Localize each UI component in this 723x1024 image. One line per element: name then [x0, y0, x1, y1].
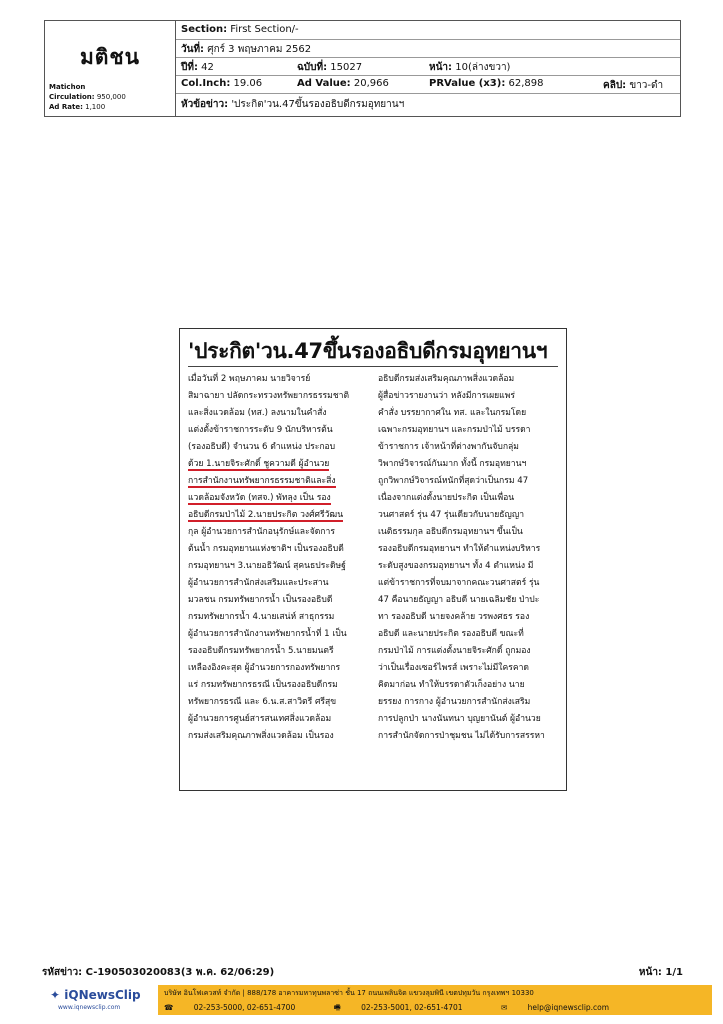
headline-rule: [188, 366, 558, 367]
article-line: รองอธิบดีกรมอุทยานฯ ทำให้ตำแหน่งบริหาร: [378, 544, 541, 554]
article-line: กุล ผู้อำนวยการสำนักอนุรักษ์และจัดการ: [188, 527, 335, 537]
article-line: เฉพาะกรมอุทยานฯ และกรมป่าไม้ บรรดา: [378, 425, 531, 435]
article-line: ทรัพยากรธรณี และ 6.น.ส.สาวิตรี ศรีสุข: [188, 697, 337, 707]
article-line: รองอธิบดีกรมทรัพยากรน้ำ 5.นายมนตรี: [188, 646, 334, 656]
article-headline: 'ประกิต'วน.47ขึ้นรองอธิบดีกรมอุทยานฯ: [188, 339, 548, 363]
clip-label: คลิป:: [603, 80, 627, 91]
fax: [334, 1003, 481, 1012]
date-label: วันที่:: [181, 44, 205, 55]
iqnewsclip-logo: [40, 985, 150, 1015]
article-line: คิดมาก่อน ทำให้บรรดาตัวเก็งอย่าง นาย: [378, 680, 525, 690]
article-line: การปลูกป่า นางนันทนา บุญยานันต์ ผู้อำนวย: [378, 714, 541, 724]
article-line: ต้นน้ำ กรมอุทยานแห่งชาติฯ เป็นรองอธิบดี: [188, 544, 344, 554]
header-rule: [176, 39, 680, 40]
colinch-row: [181, 78, 262, 89]
clip-value: ขาว-ดำ: [629, 80, 664, 91]
highlighted-text: ด้วย 1.นายจิระศักดิ์ ชูความดี ผู้อำนวย: [188, 459, 330, 469]
section-value: First Section/-: [230, 24, 299, 35]
prvalue-row: [429, 78, 544, 89]
company-address: บริษัท อินโฟเควสท์ จำกัด | 888/178 อาคารมหาทุนพลาซ่า ชั้น 17 ถนนเพลินจิต แขวงลุมพินี เขตปทุมวัน กรุงเทพฯ 10330: [164, 989, 534, 997]
article-line: [188, 473, 370, 490]
advalue-value: 20,966: [353, 78, 389, 89]
advalue-label: Ad Value:: [297, 78, 351, 89]
brand-url: www.iqnewsclip.com: [58, 1004, 121, 1011]
page-label: หน้า:: [429, 62, 453, 73]
page-count: [639, 965, 683, 980]
article-line: [188, 507, 370, 524]
article-line: ว่าเป็นเรื่องเซอร์ไพรส์ เพราะไม่มีใครคาด: [378, 663, 529, 673]
page-count-label: หน้า:: [638, 967, 662, 978]
article-line: การสำนักจัดการป่าชุมชน ไม่ได้รับการสรรหา: [378, 731, 545, 741]
ad-rate: [49, 103, 105, 111]
prvalue-label: PRValue (x3):: [429, 78, 506, 89]
article-column-left: [188, 371, 370, 745]
article-line: ถูกวิพากษ์วิจารณ์หนักที่สุดว่าเป็นกรม 47: [378, 476, 529, 486]
article-line: แร่ กรมทรัพยากรธรณี เป็นรองอธิบดีกรม: [188, 680, 338, 690]
year-row: [181, 60, 214, 75]
contact-strip: [158, 985, 712, 1015]
ad-rate-label: Ad Rate:: [49, 103, 83, 111]
clip-row: [603, 78, 663, 93]
highlighted-text: แวดล้อมจังหวัด (ทสจ.) พัทลุง เป็น รอง: [188, 493, 331, 503]
article-line: เนติธรรมกุล อธิบดีกรมอุทยานฯ ขึ้นเป็น: [378, 527, 523, 537]
article-line: กรมส่งเสริมคุณภาพสิ่งแวดล้อม เป็นรอง: [188, 731, 334, 741]
circulation-label: Circulation:: [49, 93, 95, 101]
article-line: อธิบดีกรมส่งเสริมคุณภาพสิ่งแวดล้อม: [378, 374, 515, 384]
year-label: ปีที่:: [181, 62, 198, 73]
article-line: แต่งตั้งข้าราชการระดับ 9 นักบริหารต้น: [188, 425, 333, 435]
article-line: ทา รองอธิบดี นายจงคล้าย วรพงศธร รอง: [378, 612, 530, 622]
article-line: 47 คือนายธัญญา อธิบดี นายเฉลิมชัย ป่าปะ: [378, 595, 540, 605]
article-line: เนื่องจากแต่งตั้งนายประกิต เป็นเพื่อน: [378, 493, 515, 503]
brand-name: [50, 988, 141, 1002]
prvalue-value: 62,898: [508, 78, 544, 89]
article-line: ผู้สื่อข่าวรายงานว่า หลังมีการเผยแพร่: [378, 391, 515, 401]
article-line: ผู้อำนวยการสำนักงานทรัพยากรน้ำที่ 1 เป็น: [188, 629, 347, 639]
date-value: ศุกร์ 3 พฤษภาคม 2562: [207, 44, 312, 55]
page-row: [429, 60, 510, 75]
news-code-value: C-190503020083(3 พ.ค. 62/06:29): [85, 967, 275, 978]
article-line: ยรรยง การกาง ผู้อำนวยการสำนักส่งเสริม: [378, 697, 531, 707]
article-line: วิพากษ์วิจารณ์กันมาก ทั้งนี้ กรมอุทยานฯ: [378, 459, 527, 469]
colinch-label: Col.Inch:: [181, 78, 231, 89]
article-line: คำสั่ง บรรยากาศใน ทส. และในกรมโดย: [378, 408, 527, 418]
headline-value: 'ประกิต'วน.47ขึ้นรองอธิบดีกรมอุทยานฯ: [231, 99, 405, 110]
article-line: ระดับสูงของกรมอุทยานฯ ทั้ง 4 ตำแหน่ง มี: [378, 561, 534, 571]
advalue-row: [297, 78, 389, 89]
headline-label: หัวข้อข่าว:: [181, 99, 229, 110]
fax-icon: 🖷: [333, 1003, 341, 1012]
circulation-value: 950,000: [96, 93, 126, 101]
article-line: เมื่อวันที่ 2 พฤษภาคม นายวิจารย์: [188, 374, 311, 384]
issue-label: ฉบับที่:: [297, 62, 328, 73]
phone-value: 02-253-5000, 02-651-4700: [193, 1003, 296, 1012]
header-divider: [175, 21, 176, 116]
highlighted-text: อธิบดีกรมป่าไม้ 2.นายประกิต วงศ์ศรีวัฒน: [188, 510, 344, 520]
page-value: 10(ล่างขวา): [455, 62, 511, 73]
article-line: กรมทรัพยากรน้ำ 4.นายเสน่ห์ สาธุกรรม: [188, 612, 335, 622]
header-rule: [176, 57, 680, 58]
publication-logo: มติชน: [79, 45, 141, 69]
highlighted-text: การสำนักงานทรัพยากรธรรมชาติและสิ่ง: [188, 476, 336, 486]
article-line: กรมอุทยานฯ 3.นายอธิวัฒน์ สุคนธประดิษฐ์: [188, 561, 346, 571]
article-line: ข้าราชการ เจ้าหน้าที่ต่างพากันจับกลุ่ม: [378, 442, 519, 452]
issue-row: [297, 60, 362, 75]
headline-row: [181, 97, 404, 112]
article-line: [188, 490, 370, 507]
issue-value: 15027: [330, 62, 363, 73]
article-line: มวลชน กรมทรัพยากรน้ำ เป็นรองอธิบดี: [188, 595, 333, 605]
article-line: ผู้อำนวยการศูนย์สารสนเทศสิ่งแวดล้อม: [188, 714, 332, 724]
article-line: วนศาสตร์ รุ่น 47 รุ่นเดียวกับนายธัญญา: [378, 510, 525, 520]
footer-bar: [40, 985, 712, 1015]
article-line: [188, 456, 370, 473]
news-code-label: รหัสข่าว:: [42, 967, 83, 978]
page-count-value: 1/1: [665, 967, 683, 978]
news-code: [42, 965, 274, 980]
article-line: และสิ่งแวดล้อม (ทส.) ลงนามในคำสั่ง: [188, 408, 327, 418]
article-column-right: [378, 371, 560, 745]
article-line: แต่ข้าราชการที่จบมาจากคณะวนศาสตร์ รุ่น: [378, 578, 540, 588]
article-line: เหลืองอิงคะสุต ผู้อำนวยการกองทรัพยากร: [188, 663, 341, 673]
phone-icon: ☎: [164, 1003, 174, 1012]
brand-text: iQNewsClip: [64, 988, 141, 1002]
article-line: กรมป่าไม้ การแต่งตั้งนายจิระศักดิ์ ถูกมอง: [378, 646, 531, 656]
header-rule: [176, 75, 680, 76]
date-row: [181, 42, 311, 57]
article-line: ผู้อำนวยการสำนักส่งเสริมและประสาน: [188, 578, 329, 588]
brand-mark-icon: ✦: [50, 988, 61, 1002]
ad-rate-value: 1,100: [85, 103, 106, 111]
mail-icon: ✉: [500, 1003, 508, 1012]
header-rule: [176, 93, 680, 94]
circulation: [49, 93, 126, 101]
year-value: 42: [201, 62, 214, 73]
article-line: อธิบดี และนายประกิต รองอธิบดี ขณะที่: [378, 629, 524, 639]
colinch-value: 19.06: [233, 78, 263, 89]
email: [501, 1003, 627, 1012]
clip-header: [44, 20, 681, 117]
fax-value: 02-253-5001, 02-651-4701: [361, 1003, 463, 1012]
publication-name: Matichon: [49, 83, 86, 91]
news-clipping: [179, 328, 567, 791]
section-row: [181, 24, 299, 35]
section-label: Section:: [181, 24, 228, 35]
email-value: help@iqnewsclip.com: [527, 1003, 610, 1012]
phone: [164, 1003, 313, 1012]
article-line: (รองอธิบดี) จำนวน 6 ตำแหน่ง ประกอบ: [188, 442, 336, 452]
contact-details: [164, 1002, 645, 1015]
article-line: สิมาฉายา ปลัดกระทรวงทรัพยากรธรรมชาติ: [188, 391, 350, 401]
